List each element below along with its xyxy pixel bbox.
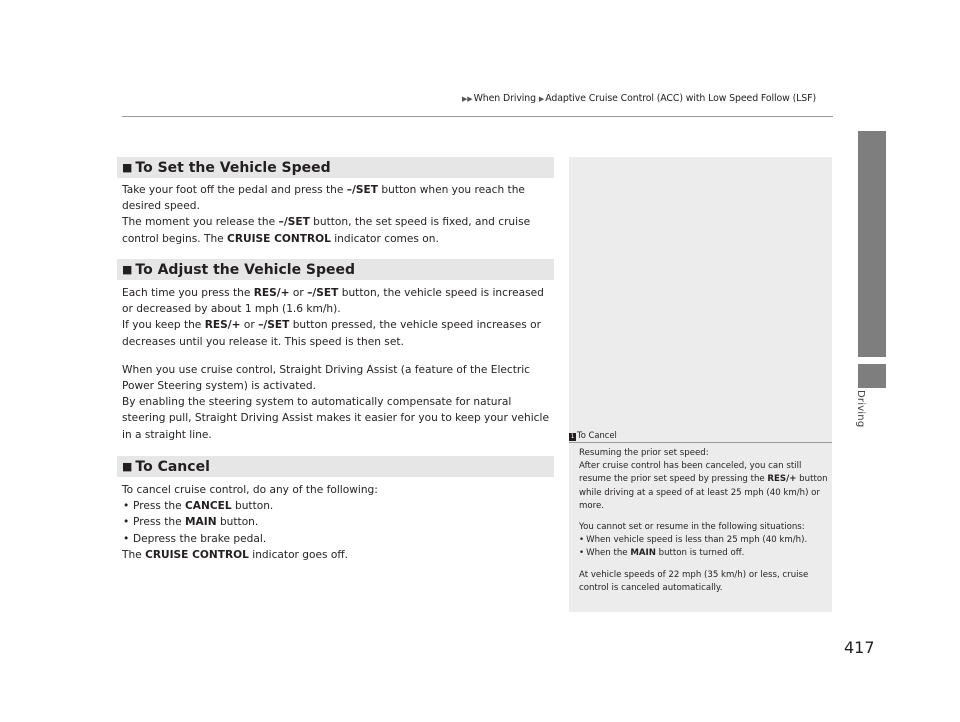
button-name: –/SET (258, 319, 290, 332)
list-item: • Depress the brake pedal. (122, 531, 554, 547)
section-square-icon: ■ (122, 460, 133, 473)
text: Press the (133, 516, 186, 529)
paragraph (122, 285, 554, 317)
paragraph (122, 317, 554, 349)
section-heading-adjust-speed (117, 259, 554, 280)
text: button while driving at a speed of at least 25 mph (40 km/h) or more. (579, 474, 828, 511)
text: indicator goes off. (248, 548, 349, 561)
list-item (122, 498, 554, 514)
button-name: RES/+ (767, 474, 797, 485)
button-name: CANCEL (185, 500, 232, 513)
header-divider (122, 116, 833, 117)
text: Take your foot off the pedal and press the (122, 184, 347, 196)
side-tab-top (858, 131, 886, 357)
indicator-name: CRUISE CONTROL (227, 232, 331, 245)
set-speed-text (122, 182, 554, 247)
note-list (579, 534, 829, 560)
paragraph: By enabling the steering system to automatically compensate for natural steering pull, Straight Driving Assist makes it easier for you to keep your vehicle in a straight line. (122, 396, 549, 441)
button-name: MAIN (185, 516, 217, 529)
text: Press the (133, 500, 186, 513)
text: After cruise control has been canceled, you can still resume the prior set speed by pressing the (579, 461, 802, 485)
text: button, the set speed is fixed, and cruise control begins. The (122, 216, 531, 245)
button-name: –/SET (278, 216, 310, 229)
text: button. (216, 516, 259, 529)
chapter-label: Driving (855, 390, 866, 428)
paragraph (122, 182, 554, 214)
text: button pressed, the vehicle speed increases or decreases until you release it. This speed is then set. (122, 319, 541, 348)
breadcrumb-arrow-icon: ▶ (538, 95, 545, 103)
section-title: To Cancel (135, 459, 210, 475)
breadcrumb-item[interactable]: Adaptive Cruise Control (ACC) with Low Speed Follow (LSF) (545, 93, 817, 104)
text: indicator comes on. (330, 232, 439, 245)
note-list-item (579, 547, 829, 560)
paragraph (122, 547, 554, 563)
note-title[interactable]: To Cancel (577, 430, 617, 440)
text: button when you reach the desired speed. (122, 184, 525, 213)
text: If you keep the (122, 319, 205, 332)
text: The (122, 548, 146, 561)
list-item (122, 514, 554, 530)
button-name: –/SET (346, 184, 379, 196)
note-paragraph: You cannot set or resume in the following situations: (579, 522, 805, 533)
section-square-icon: ■ (122, 263, 133, 276)
note-body (579, 447, 829, 595)
paragraph: To cancel cruise control, do any of the following: (122, 484, 378, 496)
text: button. (231, 500, 274, 513)
breadcrumb (462, 93, 816, 104)
indicator-name: CRUISE CONTROL (145, 548, 249, 561)
text: Each time you press the (122, 287, 254, 299)
button-name: RES/+ (204, 319, 241, 332)
paragraph (122, 214, 554, 246)
breadcrumb-item[interactable]: When Driving (473, 93, 537, 104)
note-heading (569, 429, 832, 443)
section-heading-set-speed (117, 157, 554, 178)
cancel-text (122, 482, 554, 563)
page-number: 417 (844, 638, 875, 657)
note-marker-icon: 1 (570, 433, 575, 440)
adjust-speed-text (122, 285, 554, 443)
button-name: –/SET (307, 287, 339, 299)
section-title: To Adjust the Vehicle Speed (135, 262, 356, 278)
text: or (240, 319, 259, 332)
paragraph: When you use cruise control, Straight Driving Assist (a feature of the Electric Power Steering system) is activated. (122, 363, 531, 393)
side-tab-active[interactable] (858, 364, 886, 388)
breadcrumb-arrow-icon: ▶▶ (462, 95, 473, 103)
text: The moment you release the (122, 216, 279, 229)
section-square-icon: ■ (122, 161, 133, 174)
section-title: To Set the Vehicle Speed (135, 160, 331, 176)
note-paragraph: At vehicle speeds of 22 mph (35 km/h) or less, cruise control is canceled automatically. (579, 569, 809, 593)
note-list-item: • When vehicle speed is less than 25 mph (40 km/h). (579, 534, 829, 547)
note-paragraph (579, 460, 829, 513)
text: button, the vehicle speed is increased or decreased by about 1 mph (1.6 km/h). (122, 287, 544, 316)
cancel-list (122, 498, 554, 547)
section-heading-cancel (117, 456, 554, 477)
text: or (289, 287, 308, 299)
text: When the (586, 548, 631, 559)
text: button is turned off. (655, 548, 745, 559)
button-name: MAIN (630, 548, 656, 559)
button-name: RES/+ (253, 287, 290, 299)
note-paragraph: Resuming the prior set speed: (579, 448, 709, 458)
